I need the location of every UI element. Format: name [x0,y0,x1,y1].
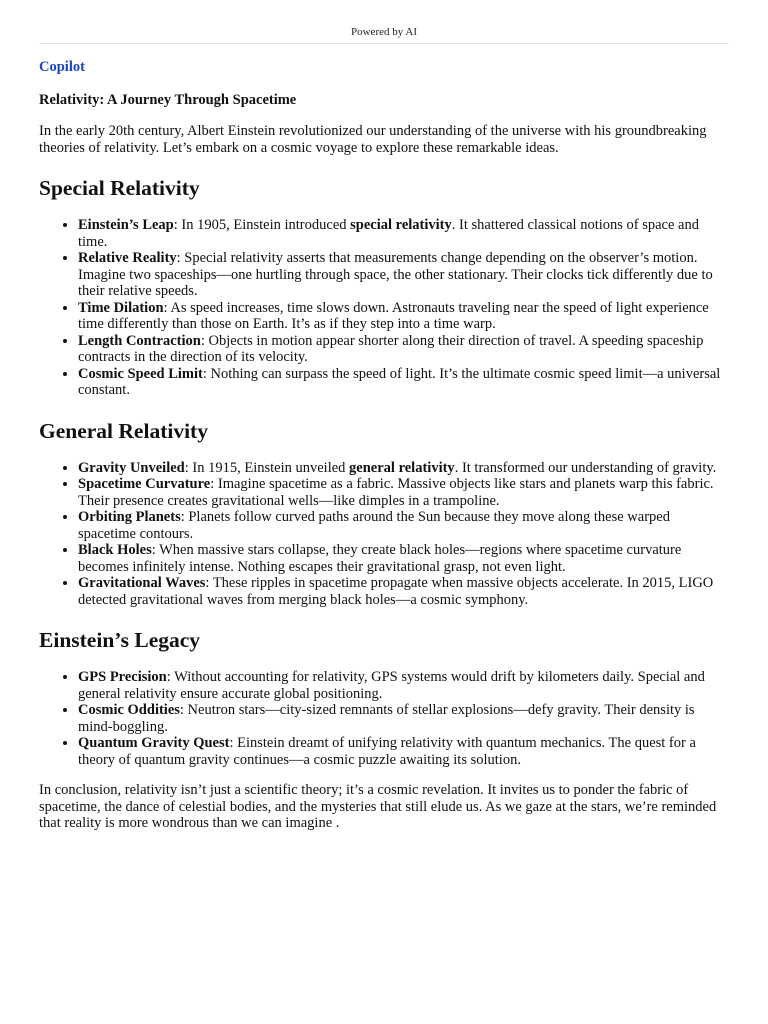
list-item-text: : Imagine spacetime as a fabric. Massive objects like stars and planets warp this fabric. Their presence creates gravitational wells—like dimples in a trampoline. [78,476,714,509]
powered-by-header: Powered by AI [39,0,729,44]
section-heading-special-relativity: Special Relativity [39,176,200,200]
list-item [78,366,729,399]
list-item-text: : Objects in motion appear shorter along their direction of travel. A speeding spaceship contracts in the direction of its velocity. [78,332,704,365]
list-item-term: Length Contraction [78,332,201,349]
list-item-term: Cosmic Oddities [78,702,180,718]
list-item-term: Cosmic Speed Limit [78,365,203,382]
document-page [39,0,729,832]
list-item-text-end: . It shattered classical notions of space and time. [78,217,699,250]
list-item-term: Gravity Unveiled [78,459,185,476]
list-item-text: : Neutron stars—city-sized remnants of stellar explosions—defy gravity. Their density is mind-boggling. [78,702,695,735]
list-item-emphasis: special relativity [350,217,452,233]
list-item-text: : These ripples in spacetime propagate when massive objects accelerate. In 2015, LIGO detected gravitational waves from merging black holes—a cosmic symphony. [78,575,714,608]
list-item-term: Einstein’s Leap [78,217,174,233]
list-item-term: GPS Precision [78,669,167,685]
list-item [78,217,729,250]
list-item-term: Quantum Gravity Quest [78,735,230,751]
einsteins-legacy-list [39,669,729,768]
copilot-brand: Copilot [39,59,85,75]
list-item [78,300,729,333]
section-heading-einsteins-legacy: Einstein’s Legacy [39,628,201,652]
list-item-text: : In 1905, Einstein introduced [173,217,351,233]
document-title: Relativity: A Journey Through Spacetime [39,92,297,108]
list-item-text: : Special relativity asserts that measurements change depending on the observer’s motion. Imagine two spaceships—one hurtling through space, the other stationary. Their clocks tick differently due to their relative speeds. [78,250,713,299]
list-item-emphasis: general relativity [349,459,455,476]
conclusion-paragraph: In conclusion, relativity isn’t just a scientific theory; it’s a cosmic revelation. It invites us to ponder the fabric of spacetime, the dance of celestial bodies, and the mysteries that still elude us. As we gaze at the stars, we’re reminded that reality is more wondrous than we can imagine . [39,782,717,831]
list-item [78,509,729,542]
list-item-term: Black Holes [78,542,152,558]
list-item [78,542,729,575]
list-item-text: : When massive stars collapse, they create black holes—regions where spacetime curvature becomes infinitely intense. Nothing escapes their gravitational grasp, not even light. [78,542,682,575]
list-item-text: : Without accounting for relativity, GPS systems would drift by kilometers daily. Special and general relativity ensure accurate global positioning. [78,669,705,702]
list-item-text: : Einstein dreamt of unifying relativity with quantum mechanics. The quest for a theory of quantum gravity continues—a cosmic puzzle awaiting its solution. [78,735,696,768]
list-item [78,735,729,768]
section-heading-general-relativity: General Relativity [39,418,208,443]
list-item-text: : As speed increases, time slows down. Astronauts traveling near the speed of light experience time differently than those on Earth. It’s as if they step into a time warp. [78,299,709,332]
list-item-term: Relative Reality [78,250,177,266]
intro-paragraph: In the early 20th century, Albert Einstein revolutionized our understanding of the universe with his groundbreaking theories of relativity. Let’s embark on a cosmic voyage to explore these remarkable ideas. [39,123,707,156]
list-item [78,575,729,608]
list-item-text: : Planets follow curved paths around the Sun because they move along these warped spacetime contours. [78,509,670,542]
list-item-term: Orbiting Planets [78,509,181,525]
list-item-text: : Nothing can surpass the speed of light. It’s the ultimate cosmic speed limit—a universal constant. [78,365,721,398]
list-item [78,669,729,702]
list-item [78,476,729,509]
list-item-text: : In 1915, Einstein unveiled [184,459,350,476]
general-relativity-list [39,460,729,609]
list-item [78,702,729,735]
list-item-term: Time Dilation [78,299,164,316]
list-item [78,333,729,366]
list-item-text-end: . It transformed our understanding of gravity. [454,459,717,476]
list-item [78,460,729,477]
list-item-term: Spacetime Curvature [78,476,211,492]
list-item [78,250,729,300]
special-relativity-list [39,217,729,399]
list-item-term: Gravitational Waves [78,575,206,591]
